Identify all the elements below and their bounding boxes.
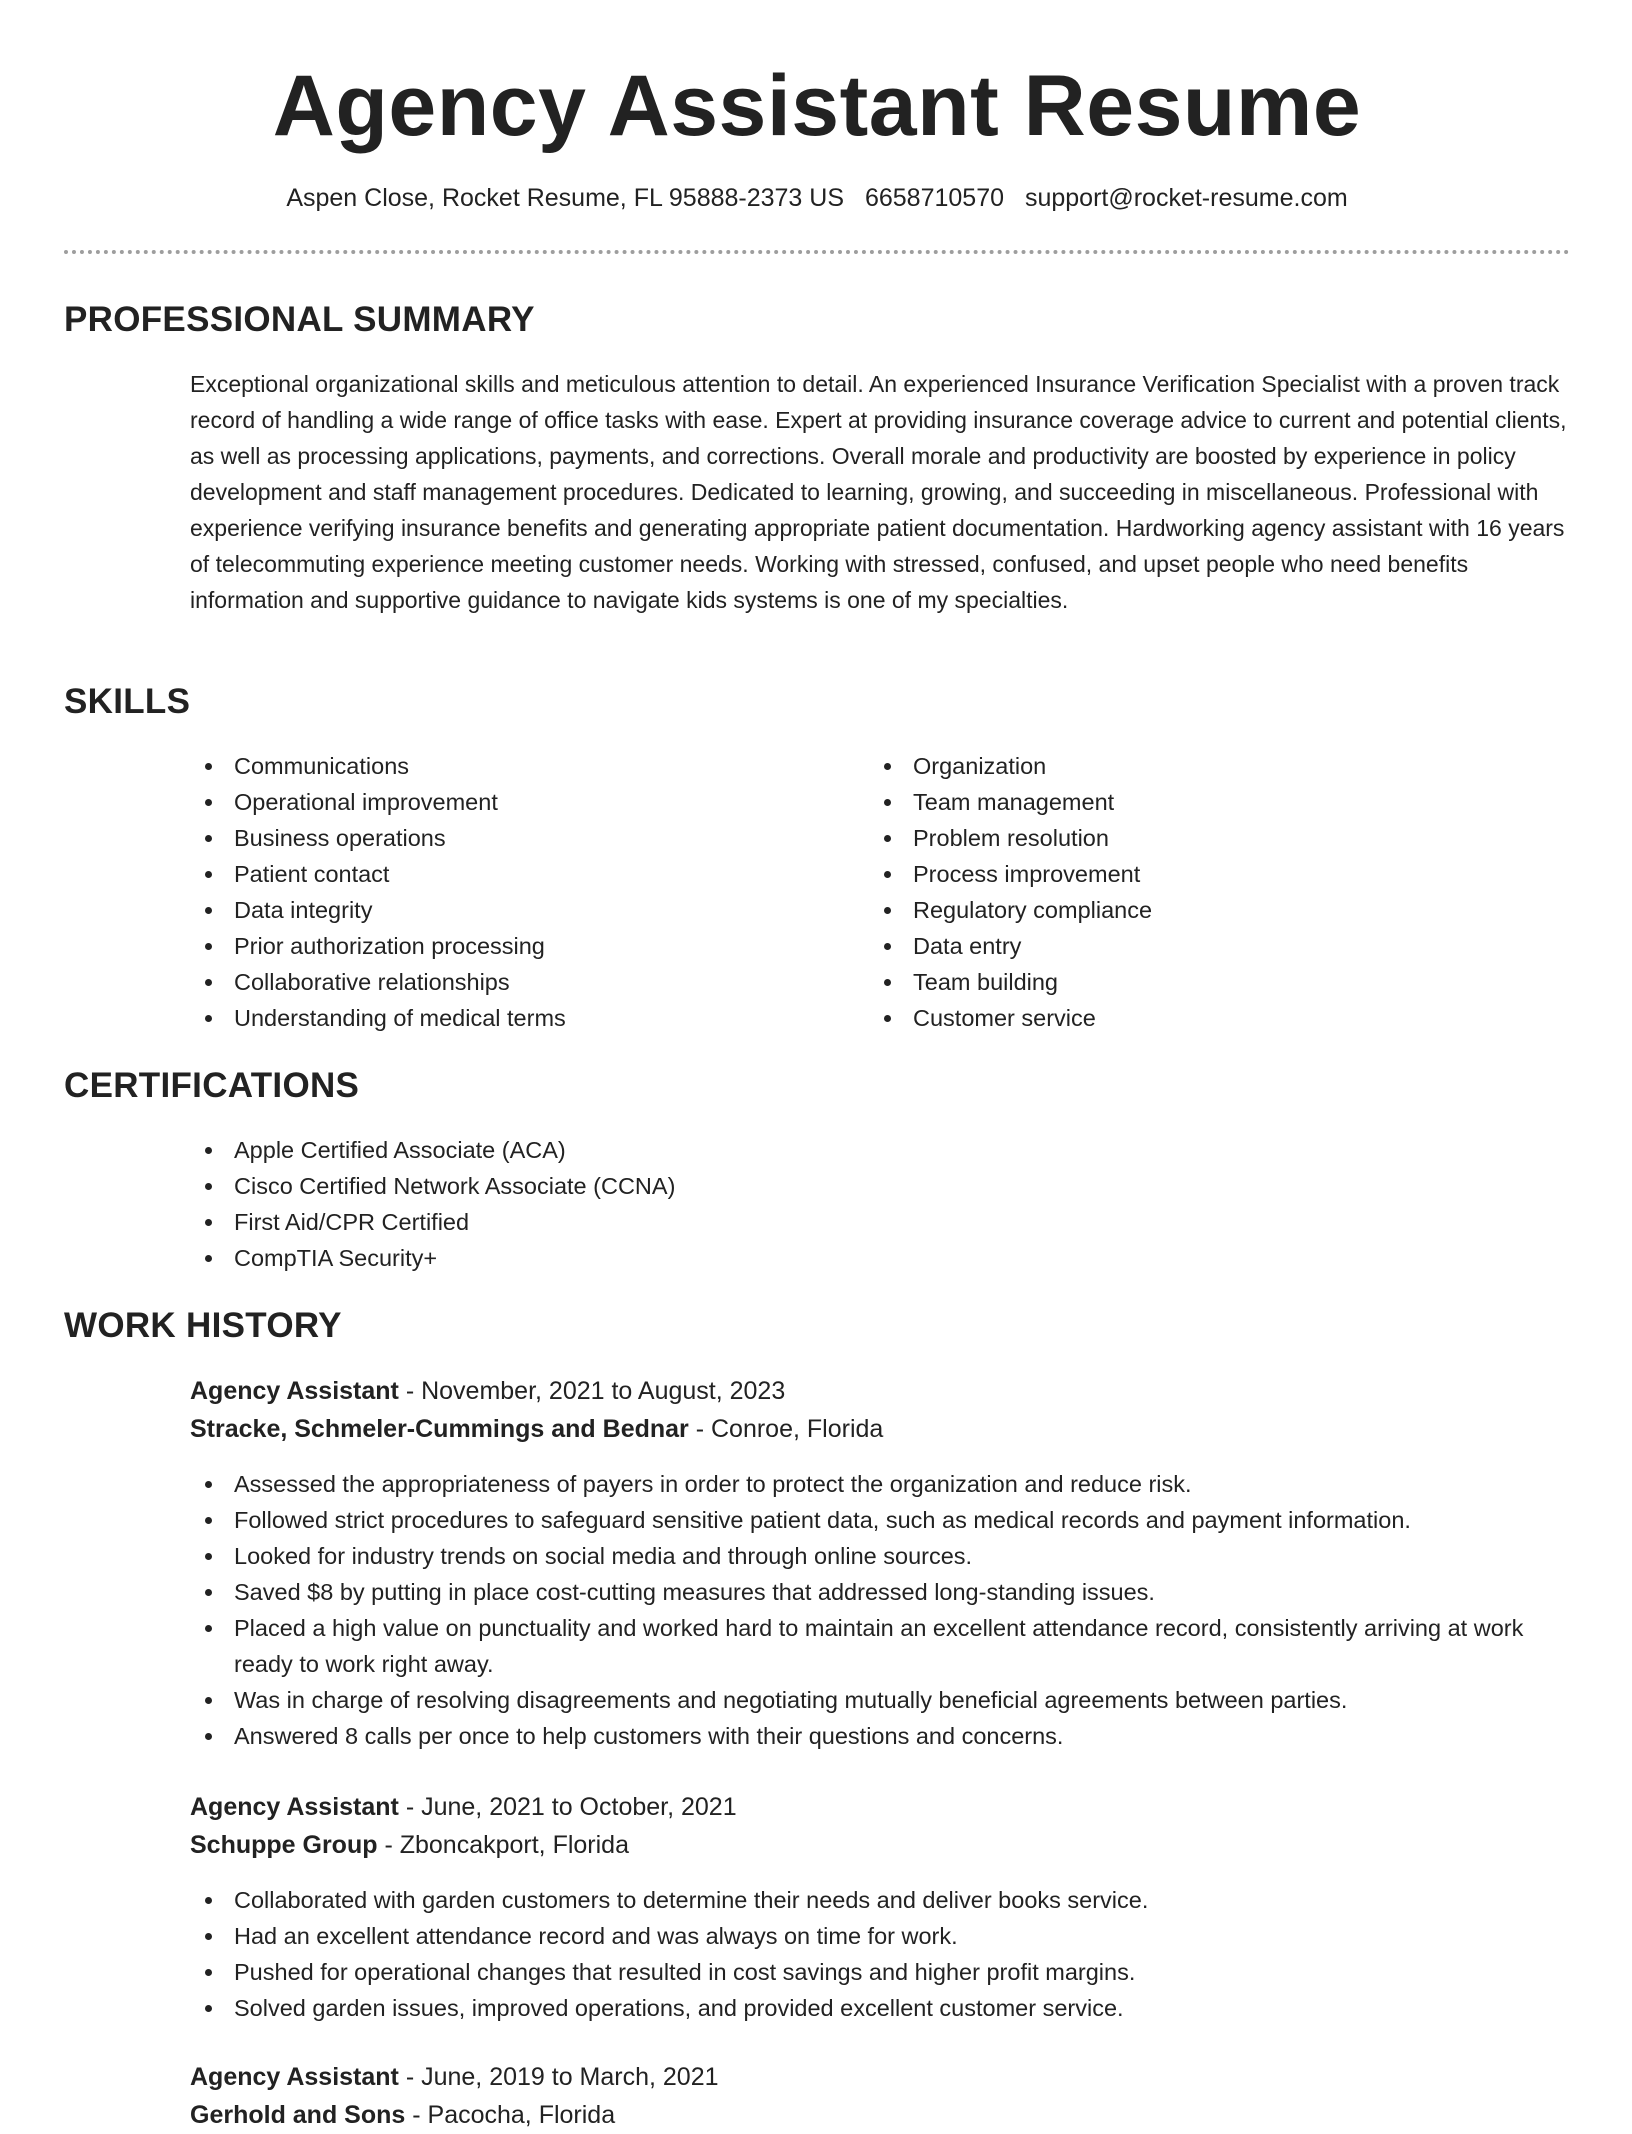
summary-text: Exceptional organizational skills and meticulous attention to detail. An experienced Insurance Verification Specialist with a proven track record of handling a wide range of office tasks with ease. Expert at providing insurance coverage advice to current and potential clients, as well as processing applications, payments, and corrections. Overall morale and productivity are boosted by experience in policy development and staff management procedures. Dedicated to learning, growing, and succeeding in miscellaneous. Professional with experience verifying insurance benefits and generating appropriate patient documentation. Hardworking agency assistant with 16 years of telecommuting experience meeting customer needs. Working with stressed, confused, and upset people who need benefits information and supportive guidance to navigate kids systems is one of my specialties. [190, 371, 1567, 613]
contact-line [64, 180, 1570, 216]
list-item: First Aid/CPR Certified [190, 1204, 1570, 1240]
job-company-line [190, 1410, 1570, 1448]
list-item: Assessed the appropriateness of payers in order to protect the organization and reduce risk. [190, 1466, 1570, 1502]
list-item: Was in charge of resolving disagreements and negotiating mutually beneficial agreements between parties. [190, 1682, 1570, 1718]
list-item: Placed a high value on punctuality and worked hard to maintain an excellent attendance record, consistently arriving at work ready to work right away. [190, 1610, 1570, 1682]
list-item: Process improvement [869, 856, 1509, 892]
job-company: Schuppe Group [190, 1831, 378, 1859]
list-item: Pushed for operational changes that resulted in cost savings and higher profit margins. [190, 1954, 1570, 1990]
job-title: Agency Assistant [190, 2063, 399, 2091]
contact-address: Aspen Close, Rocket Resume, FL 95888-2373 US [286, 184, 845, 212]
list-item: Followed strict procedures to safeguard sensitive patient data, such as medical records and payment information. [190, 1502, 1570, 1538]
certifications-list [190, 1132, 1570, 1276]
list-item: Looked for industry trends on social media and through online sources. [190, 1538, 1570, 1574]
list-item: Customer service [869, 1000, 1509, 1036]
list-item: Data entry [869, 928, 1509, 964]
job-title-line [190, 1788, 1570, 1826]
job-location: - Zboncakport, Florida [377, 1831, 629, 1859]
job-company: Gerhold and Sons [190, 2101, 406, 2129]
job-title: Agency Assistant [190, 1793, 399, 1821]
resume-title: Agency Assistant Resume [272, 58, 1362, 154]
list-item: Prior authorization processing [190, 928, 830, 964]
list-item: Patient contact [190, 856, 830, 892]
list-item: Apple Certified Associate (ACA) [190, 1132, 1570, 1168]
skills-right-column [869, 748, 1509, 1036]
job-dates: - November, 2021 to August, 2023 [398, 1377, 786, 1405]
section-heading-summary: PROFESSIONAL SUMMARY [64, 300, 535, 339]
job-dates: - June, 2021 to October, 2021 [398, 1793, 737, 1821]
list-item: Data integrity [190, 892, 830, 928]
skills-left-column [190, 748, 830, 1036]
list-item: Understanding of medical terms [190, 1000, 830, 1036]
job-company-line [190, 1826, 1570, 1864]
list-item: Organization [869, 748, 1509, 784]
list-item: Operational improvement [190, 784, 830, 820]
list-item: Had an excellent attendance record and was always on time for work. [190, 1918, 1570, 1954]
job-title-line [190, 2058, 1570, 2096]
list-item: Team building [869, 964, 1509, 1000]
list-item: Problem resolution [869, 820, 1509, 856]
list-item: Cisco Certified Network Associate (CCNA) [190, 1168, 1570, 1204]
job-bullets [190, 1466, 1570, 1754]
contact-phone: 6658710570 [864, 184, 1005, 212]
list-item: Communications [190, 748, 830, 784]
list-item: Answered 8 calls per once to help customers with their questions and concerns. [190, 1718, 1570, 1754]
job-location: - Conroe, Florida [688, 1415, 884, 1443]
job-bullets [190, 1882, 1570, 2026]
job-company: Stracke, Schmeler-Cummings and Bednar [190, 1415, 689, 1443]
job-location: - Pacocha, Florida [405, 2101, 616, 2129]
list-item: Business operations [190, 820, 830, 856]
contact-email: support@rocket-resume.com [1024, 184, 1348, 212]
job-title-line [190, 1372, 1570, 1410]
header-divider [64, 250, 1570, 254]
list-item: CompTIA Security+ [190, 1240, 1570, 1276]
section-heading-skills: SKILLS [64, 682, 191, 721]
job-title: Agency Assistant [190, 1377, 399, 1405]
section-heading-work-history: WORK HISTORY [64, 1306, 342, 1345]
list-item: Team management [869, 784, 1509, 820]
list-item: Solved garden issues, improved operations, and provided excellent customer service. [190, 1990, 1570, 2026]
list-item: Regulatory compliance [869, 892, 1509, 928]
list-item: Collaborative relationships [190, 964, 830, 1000]
job-company-line [190, 2096, 1570, 2134]
section-heading-certifications: CERTIFICATIONS [64, 1066, 360, 1105]
job-dates: - June, 2019 to March, 2021 [398, 2063, 719, 2091]
list-item: Collaborated with garden customers to determine their needs and deliver books service. [190, 1882, 1570, 1918]
list-item: Saved $8 by putting in place cost-cutting measures that addressed long-standing issues. [190, 1574, 1570, 1610]
